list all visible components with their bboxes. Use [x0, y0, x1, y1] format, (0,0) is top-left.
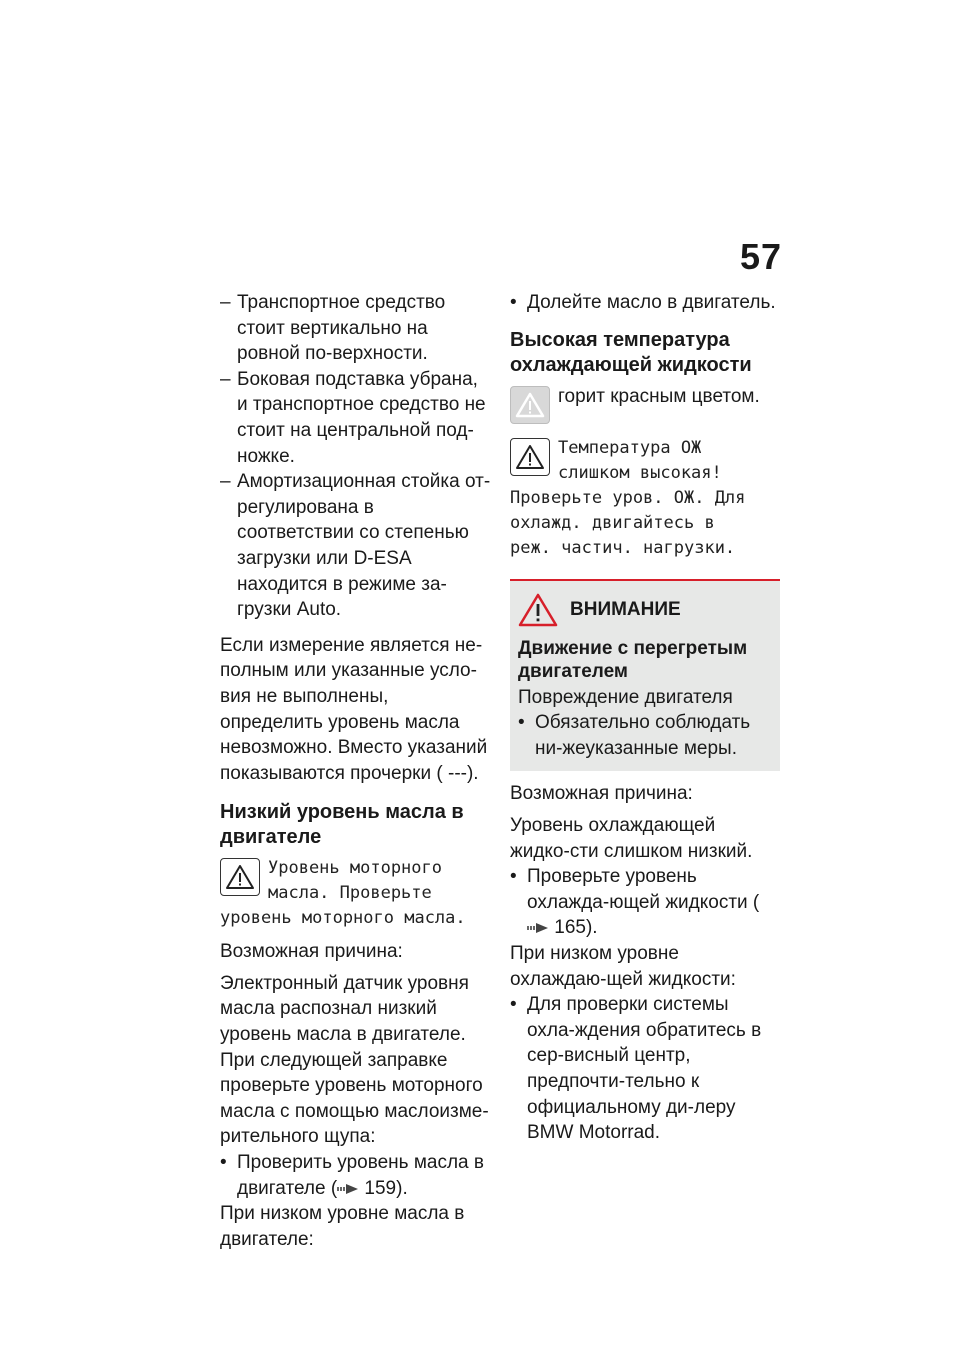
- bullet-check-oil: • Проверить уровень масла в двигателе ( 159).: [220, 1152, 484, 1199]
- page-number: 57: [740, 236, 783, 277]
- page-reference[interactable]: 159).: [364, 1177, 408, 1199]
- attention-box: [510, 579, 780, 772]
- attention-heading: ВНИМАНИЕ: [518, 593, 770, 627]
- attention-bullet: • Обязательно соблюдать ни-жеуказанные меры.: [518, 712, 751, 759]
- attention-warning-icon: [518, 593, 558, 627]
- attention-text: Повреждение двигателя: [518, 686, 733, 708]
- warning-triangle-icon: [220, 858, 260, 896]
- message-line: Температура ОЖ: [558, 437, 702, 458]
- possible-cause-label: Возможная причина:: [510, 783, 693, 805]
- message-line: уровень моторного масла.: [220, 908, 466, 929]
- possible-cause-label: Возможная причина:: [220, 941, 403, 963]
- message-line: масла. Проверьте: [268, 883, 432, 904]
- bullet-add-oil: • Долейте масло в двигатель.: [510, 292, 776, 313]
- warning-triangle-icon: [510, 438, 550, 476]
- condition-item-3: – Амортизационная стойка от-регулирована в соответствии со степенью загрузки или D-ESA находится в режиме за-грузки Auto.: [220, 471, 491, 621]
- condition-item-2: – Боковая подставка убрана, и транспортное средство не стоит на центральной под-ножке.: [220, 368, 486, 467]
- message-line: Проверьте уров. ОЖ. Для: [510, 487, 746, 508]
- page-reference[interactable]: 165).: [554, 917, 598, 939]
- low-oil-message: [220, 856, 492, 931]
- right-column: [510, 290, 780, 1146]
- low-coolant-cause: Уровень охлаждающей жидко-сти слишком низкий.: [510, 814, 753, 862]
- condition-item-1: – Транспортное средство стоит вертикально на ровной по-верхности.: [220, 292, 446, 365]
- coolant-temp-message: [510, 436, 780, 561]
- cause-description: Электронный датчик уровня масла распознал низкий уровень масла в двигателе. При следующей заправке проверьте уровень моторного масла с помощью маслоизме-рительного щупа:: [220, 972, 489, 1148]
- low-coolant-action-intro: При низком уровне охлаждаю-щей жидкости:: [510, 942, 736, 990]
- page-reference-arrow-icon: [337, 1183, 359, 1195]
- bullet-service: • Для проверки системы охла-ждения обратитесь в сер-висный центр, предпочти-тельно к официальному ди-леру BMW Motorrad.: [510, 994, 762, 1144]
- message-line: Уровень моторного: [268, 858, 442, 879]
- heading-low-oil: Низкий уровень масла в двигателе: [220, 801, 464, 849]
- message-line: охлажд. двигайтесь в: [510, 512, 715, 533]
- low-oil-action-intro: При низком уровне масла в двигателе:: [220, 1203, 465, 1250]
- attention-subtitle: Движение с перегретым двигателем: [518, 637, 748, 682]
- page-reference-arrow-icon: [527, 922, 549, 934]
- heading-coolant-temp: Высокая температура охлаждающей жидкости: [510, 328, 752, 376]
- left-column: [220, 290, 492, 1252]
- red-indicator-note: [510, 384, 780, 424]
- message-line: реж. частич. нагрузки.: [510, 537, 736, 558]
- red-indicator-text: горит красным цветом.: [558, 385, 760, 407]
- bullet-check-coolant: • Проверьте уровень охлажда-ющей жидкости ( 165).: [510, 866, 760, 939]
- message-line: слишком высокая!: [558, 462, 722, 483]
- measurement-note: Если измерение является не-полным или указанные усло-вия не выполнены, определить уровень масла невозможно. Вместо указаний показываются прочерки ( ---).: [220, 634, 488, 784]
- warning-light-icon: [510, 386, 550, 424]
